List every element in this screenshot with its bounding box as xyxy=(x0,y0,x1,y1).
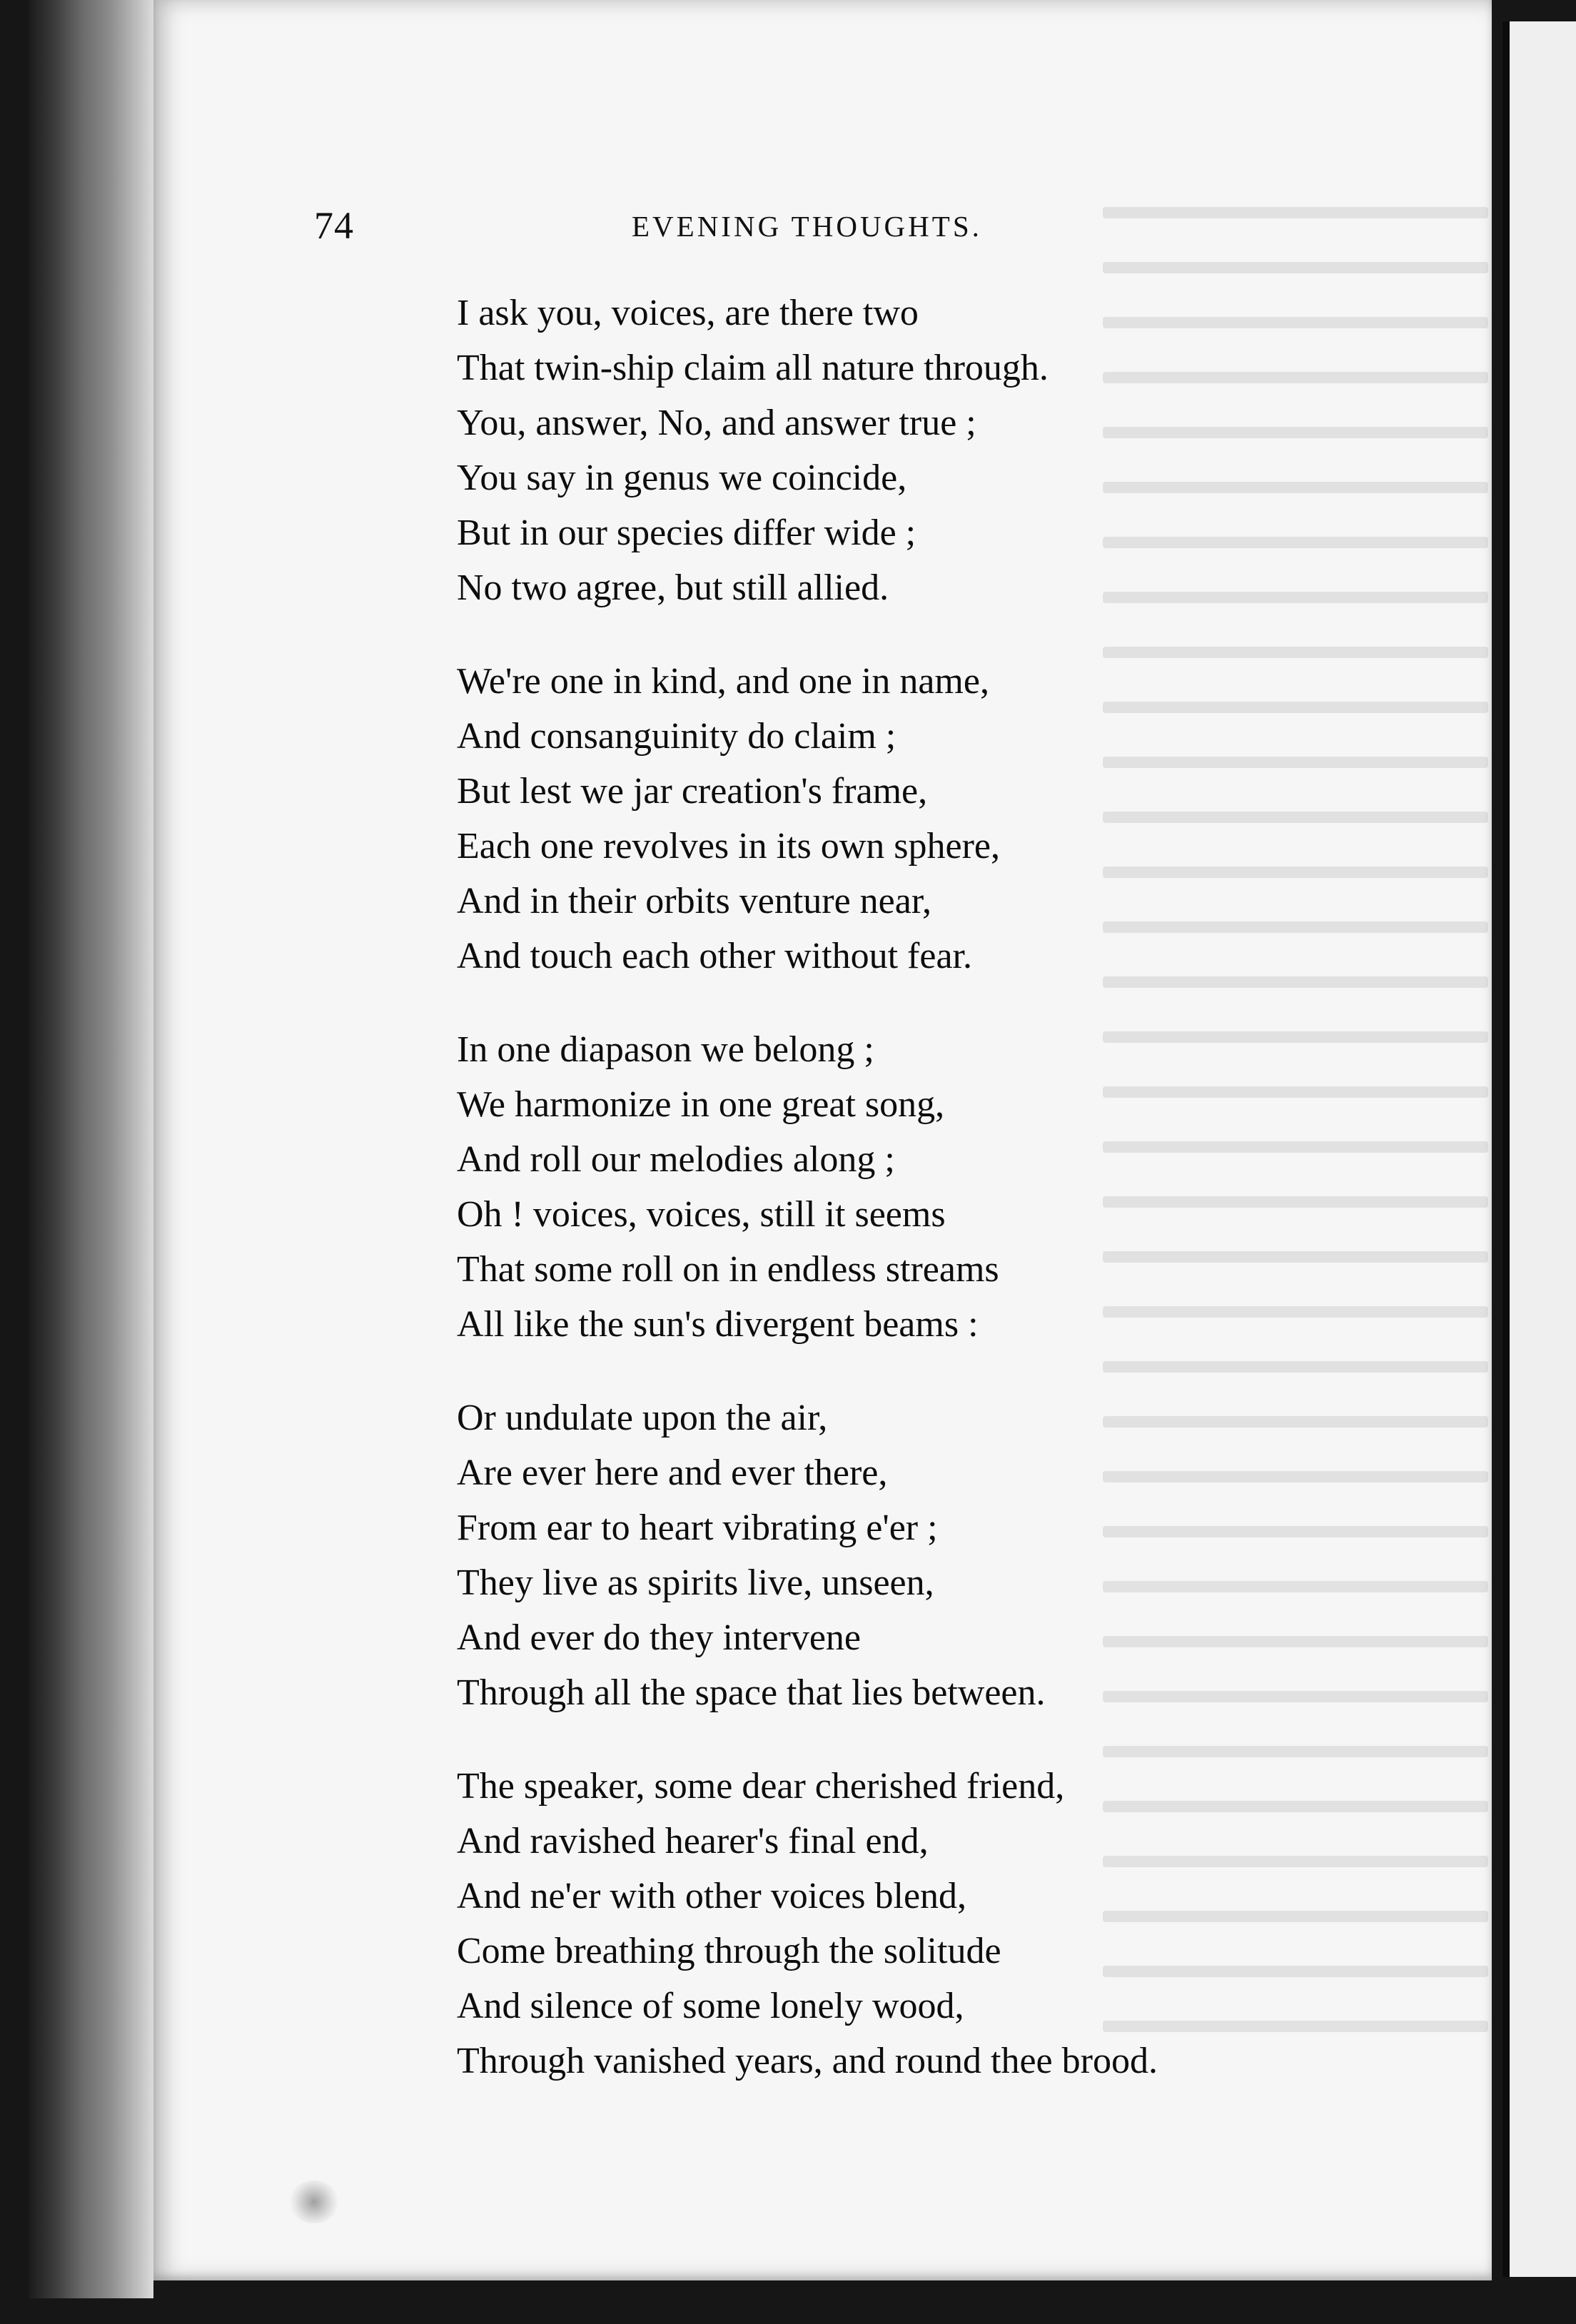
poem-line: That twin-ship claim all nature through. xyxy=(457,348,1049,388)
poem-line: In one diapason we belong ; xyxy=(457,1029,874,1070)
ink-smudge xyxy=(289,2181,339,2223)
poem-line: Each one revolves in its own sphere, xyxy=(457,826,1001,867)
poem-line: Come breathing through the solitude xyxy=(457,1931,1001,1971)
poem-line: But in our species differ wide ; xyxy=(457,512,916,553)
poem-line: And ravished hearer's final end, xyxy=(457,1821,929,1861)
poem-line: We're one in kind, and one in name, xyxy=(457,661,989,702)
poem-line: And in their orbits venture near, xyxy=(457,881,932,921)
poem-line: Oh ! voices, voices, still it seems xyxy=(457,1194,946,1235)
running-head xyxy=(314,203,1349,246)
poem-line: And ne'er with other voices blend, xyxy=(457,1876,967,1916)
poem-line: And silence of some lonely wood, xyxy=(457,1986,964,2026)
book-spine-edge xyxy=(29,0,153,2298)
stanza-4 xyxy=(457,1390,1385,1720)
poem-line: But lest we jar creation's frame, xyxy=(457,771,928,812)
page-number: 74 xyxy=(314,204,354,247)
stanza-2 xyxy=(457,654,1385,984)
poem-line: Are ever here and ever there, xyxy=(457,1452,888,1493)
poem-line: The speaker, some dear cherished friend, xyxy=(457,1766,1065,1807)
stanza-1 xyxy=(457,286,1385,615)
poem-line: You say in genus we coincide, xyxy=(457,458,907,498)
stanza-5 xyxy=(457,1759,1385,2088)
facing-page-edge xyxy=(1502,21,1576,2277)
poem-line: You, answer, No, and answer true ; xyxy=(457,403,976,443)
poem-line: From ear to heart vibrating e'er ; xyxy=(457,1507,938,1548)
poem-line: And ever do they intervene xyxy=(457,1617,862,1658)
poem-line: No two agree, but still allied. xyxy=(457,567,889,608)
poem-line: And touch each other without fear. xyxy=(457,936,972,976)
poem-line: That some roll on in endless streams xyxy=(457,1249,999,1290)
poem-line: Through all the space that lies between. xyxy=(457,1672,1046,1713)
poem-line: And consanguinity do claim ; xyxy=(457,716,896,757)
poem xyxy=(457,286,1385,2127)
poem-line: We harmonize in one great song, xyxy=(457,1084,945,1125)
running-title: EVENING THOUGHTS. xyxy=(632,210,982,243)
poem-line: Through vanished years, and round thee brood. xyxy=(457,2041,1158,2081)
poem-line: All like the sun's divergent beams : xyxy=(457,1304,979,1345)
poem-line: I ask you, voices, are there two xyxy=(457,293,919,333)
poem-line: Or undulate upon the air, xyxy=(457,1398,828,1438)
poem-line: And roll our melodies along ; xyxy=(457,1139,895,1180)
stanza-3 xyxy=(457,1022,1385,1352)
poem-line: They live as spirits live, unseen, xyxy=(457,1562,934,1603)
